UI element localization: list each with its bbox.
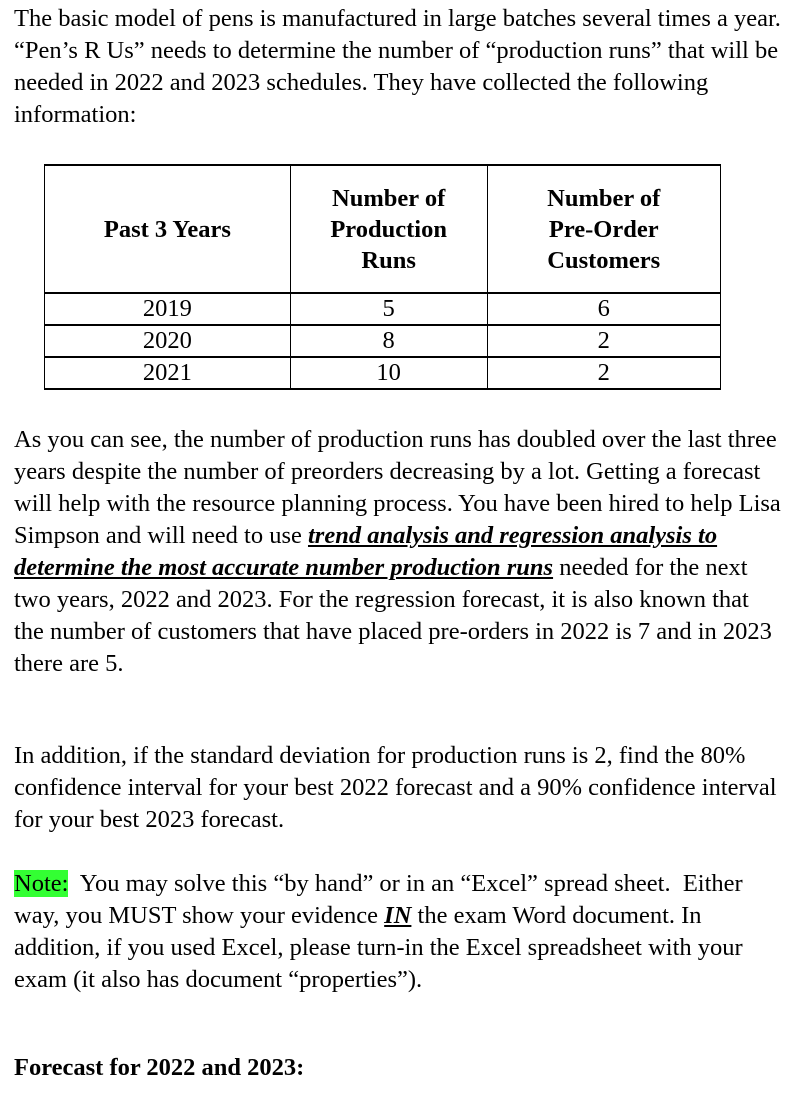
intro-paragraph: The basic model of pens is manufactured in large batches several times a year. “Pen’s R Us” needs to determine the number of “production runs” that will be needed in 2022 and 2023 schedules. They have collected the following information: xyxy=(14,5,781,128)
task-emphasis: trend analysis and regression analysis to determine the most accurate number production runs xyxy=(14,522,718,581)
table-cell: 2021 xyxy=(45,357,291,389)
table-cell: 5 xyxy=(290,293,487,325)
table-cell: 2019 xyxy=(45,293,291,325)
table-cell: 8 xyxy=(290,325,487,357)
production-table xyxy=(44,164,721,390)
task-paragraph xyxy=(14,424,784,680)
table-cell: 2020 xyxy=(45,325,291,357)
header-text: Number of Pre-Order Customers xyxy=(547,184,661,274)
table-row xyxy=(45,293,721,325)
table-cell: 2 xyxy=(487,357,720,389)
note-label: Note: xyxy=(14,870,69,897)
table-header-cell: Past 3 Years xyxy=(45,165,291,293)
confidence-paragraph: In addition, if the standard deviation for production runs is 2, find the 80% confidence interval for your best 2022 forecast and a 90% confidence interval for your best 2023 forecast. xyxy=(14,742,777,833)
table-cell: 6 xyxy=(487,293,720,325)
note-paragraph xyxy=(14,868,784,996)
table-header-cell xyxy=(290,165,487,293)
table-row xyxy=(45,325,721,357)
header-text: Number of Production Runs xyxy=(330,184,447,274)
note-text: the exam Word document. In addition, if you used Excel, please turn-in the Excel spreadsheet with your exam (it also has document “properties”). xyxy=(14,902,743,993)
note-emphasis: IN xyxy=(384,902,412,929)
table-cell: 2 xyxy=(487,325,720,357)
table-header-cell xyxy=(487,165,720,293)
forecast-heading: Forecast for 2022 and 2023: xyxy=(14,1054,305,1081)
task-text: As you can see, the number of production runs has doubled over the last three years despite the number of preorders decreasing by a lot. Getting a forecast will help with the resource planning process. You have been hired to help Lisa Simpson and will need to use xyxy=(14,426,781,549)
note-text: You may solve this “by hand” or in an “Excel” spread sheet. Either way, you MUST show your evidence xyxy=(14,870,749,929)
table-cell: 10 xyxy=(290,357,487,389)
table-header-row xyxy=(45,165,721,293)
task-text: needed for the next two years, 2022 and 2023. For the regression forecast, it is also known that the number of customers that have placed pre-orders in 2022 is 7 and in 2023 there are 5. xyxy=(14,554,772,677)
table-row xyxy=(45,357,721,389)
